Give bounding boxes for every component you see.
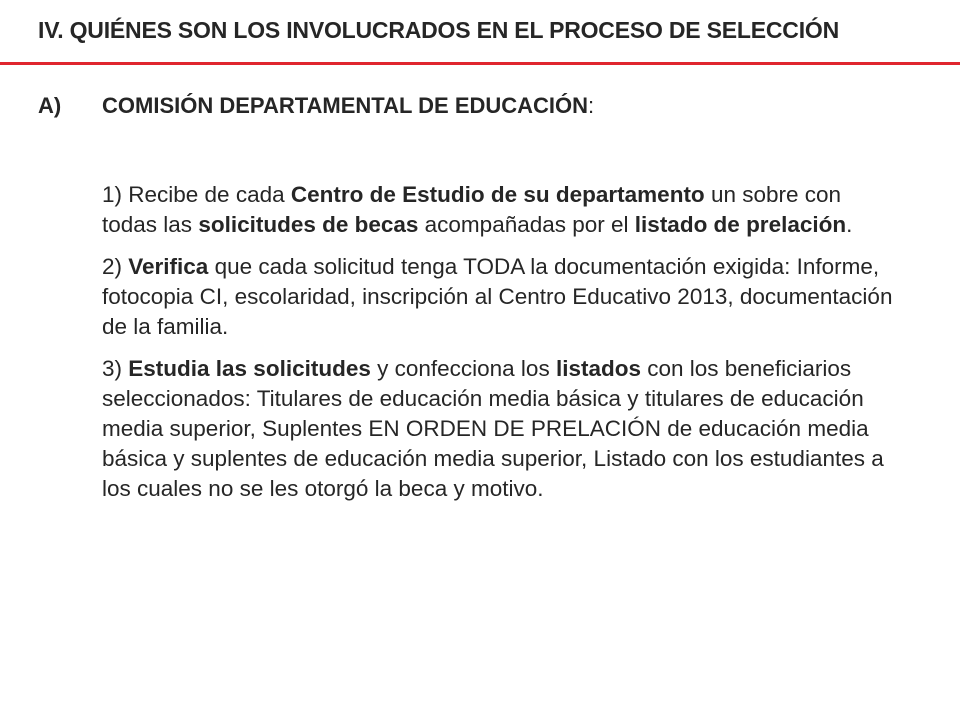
list-item-3: [102, 354, 902, 504]
section-heading-text: COMISIÓN DEPARTAMENTAL DE EDUCACIÓN: [102, 93, 589, 118]
section-heading-colon: :: [588, 93, 595, 118]
item-text: 3): [102, 356, 129, 381]
item-text: acompañadas por el: [418, 212, 635, 237]
section-heading: [38, 93, 594, 119]
item-emphasis: listados: [555, 356, 641, 381]
item-text: y confecciona los: [370, 356, 556, 381]
item-emphasis: solicitudes de becas: [198, 212, 419, 237]
item-text: con los beneficiarios seleccionados: Titulares de educación media básica y titulares de educación media superior, Suplentes EN ORDEN DE PRELACIÓN de educación media básica y suplentes de educación media superior, Listado con los estudiantes a los cuales no se les otorgó la beca y motivo.: [102, 356, 884, 501]
item-text: 2): [102, 254, 129, 279]
item-list: [102, 180, 902, 516]
item-text: que cada solicitud tenga TODA la documentación exigida: Informe, fotocopia CI, escolaridad, inscripción al Centro Educativo 2013, documentación de la familia.: [102, 254, 893, 339]
list-item-2: [102, 252, 902, 342]
item-emphasis: Estudia las solicitudes: [128, 356, 371, 381]
item-emphasis: Verifica: [128, 254, 209, 279]
item-emphasis: Centro de Estudio de su departamento: [290, 182, 705, 207]
item-text: 1) Recibe de cada: [102, 182, 291, 207]
item-text: .: [846, 212, 853, 237]
section-marker: A): [38, 93, 62, 118]
title-underline: [0, 62, 960, 65]
item-emphasis: listado de prelación: [634, 212, 847, 237]
item-text: un sobre con todas las: [102, 182, 842, 237]
list-item-1: [102, 180, 902, 240]
slide-title: IV. QUIÉNES SON LOS INVOLUCRADOS EN EL PROCESO DE SELECCIÓN: [38, 17, 840, 43]
